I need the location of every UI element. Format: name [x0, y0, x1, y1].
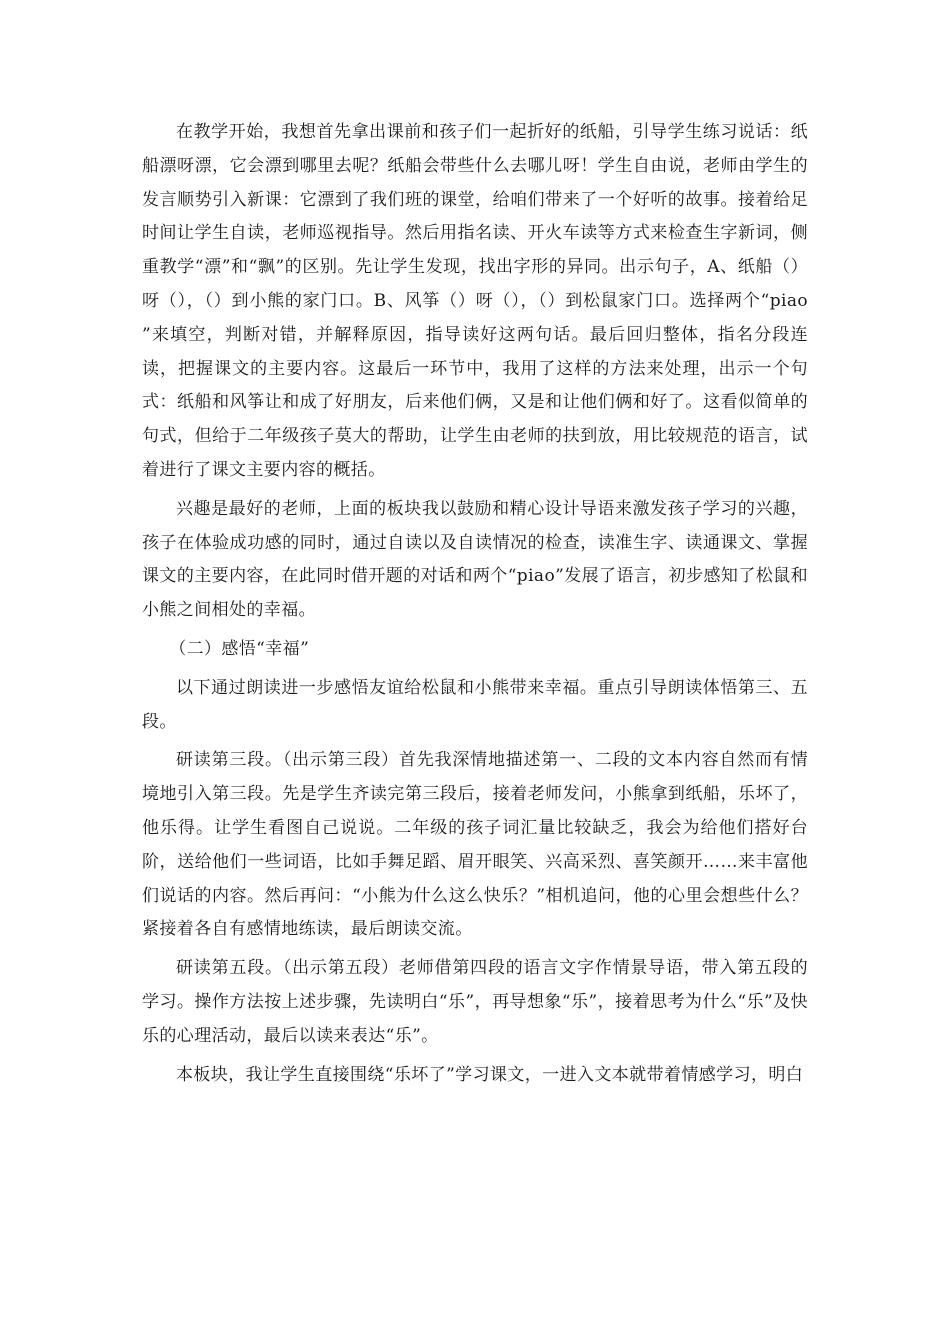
paragraph-summary: 本板块，我让学生直接围绕“乐坏了”学习课文，一进入文本就带着情感学习，明白: [176, 1064, 804, 1085]
paragraph-section-five: 研读第五段。（出示第五段）老师借第四段的语言文字作情景导语，带入第五段的学习。操作方法按上述步骤，先读明白“乐”，再导想象“乐”，接着思考为什么“乐”及快乐的心理活动，最后以读来表达“乐”。: [142, 958, 808, 1046]
paragraph-intro: 在教学开始，我想首先拿出课前和孩子们一起折好的纸船，引导学生练习说话：纸船漂呀漂，它会漂到哪里去呢？纸船会带些什么去哪儿呀！学生自由说，老师由学生的发言顺势引入新课：它漂到了我们班的课堂，给咱们带来了一个好听的故事。接着给足时间让学生自读，老师巡视指导。然后用指名读、开火车读等方式来检查生字新词，侧重教学“漂”和“飘”的区别。先让学生发现，找出字形的异同。出示句子，A、纸船（）呀（），（）到小熊的家门口。B、风筝（）呀（），（）到松鼠家门口。选择两个“piao ”来填空，判断对错，并解释原因，指导读好这两句话。最后回归整体，指名分段连读，把握课文的主要内容。这最后一环节中，我用了这样的方法来处理，出示一个句式：纸船和风筝让和成了好朋友，后来他们俩，又是和让他们俩和好了。这看似简单的句式，但给于二年级孩子莫大的帮助，让学生由老师的扶到放，用比较规范的语言，试着进行了课文主要内容的概括。: [142, 122, 808, 480]
document-body: [142, 116, 808, 1097]
paragraph-interest: 兴趣是最好的老师，上面的板块我以鼓励和精心设计导语来激发孩子学习的兴趣，孩子在体验成功感的同时，通过自读以及自读情况的检查，读准生字、读通课文、掌握课文的主要内容，在此同时借开题的对话和两个“piao”发展了语言，初步感知了松鼠和小熊之间相处的幸福。: [142, 498, 808, 621]
paragraph-reading-focus: 以下通过朗读进一步感悟友谊给松鼠和小熊带来幸福。重点引导朗读体悟第三、五段。: [142, 677, 808, 732]
section-heading: （二）感悟“幸福”: [169, 638, 310, 659]
paragraph-section-three: 研读第三段。（出示第三段）首先我深情地描述第一、二段的文本内容自然而有情境地引入第三段。先是学生齐读完第三段后，接着老师发问，小熊拿到纸船，乐坏了，他乐得。让学生看图自己说说。二年级的孩子词汇量比较缺乏，我会为给他们搭好台阶，送给他们一些词语，比如手舞足蹈、眉开眼笑、兴高采烈、喜笑颜开……来丰富他们说话的内容。然后再问：“小熊为什么这么快乐？”相机追问，他的心里会想些什么？紧接着各自有感情地练读，最后朗读交流。: [142, 750, 808, 940]
